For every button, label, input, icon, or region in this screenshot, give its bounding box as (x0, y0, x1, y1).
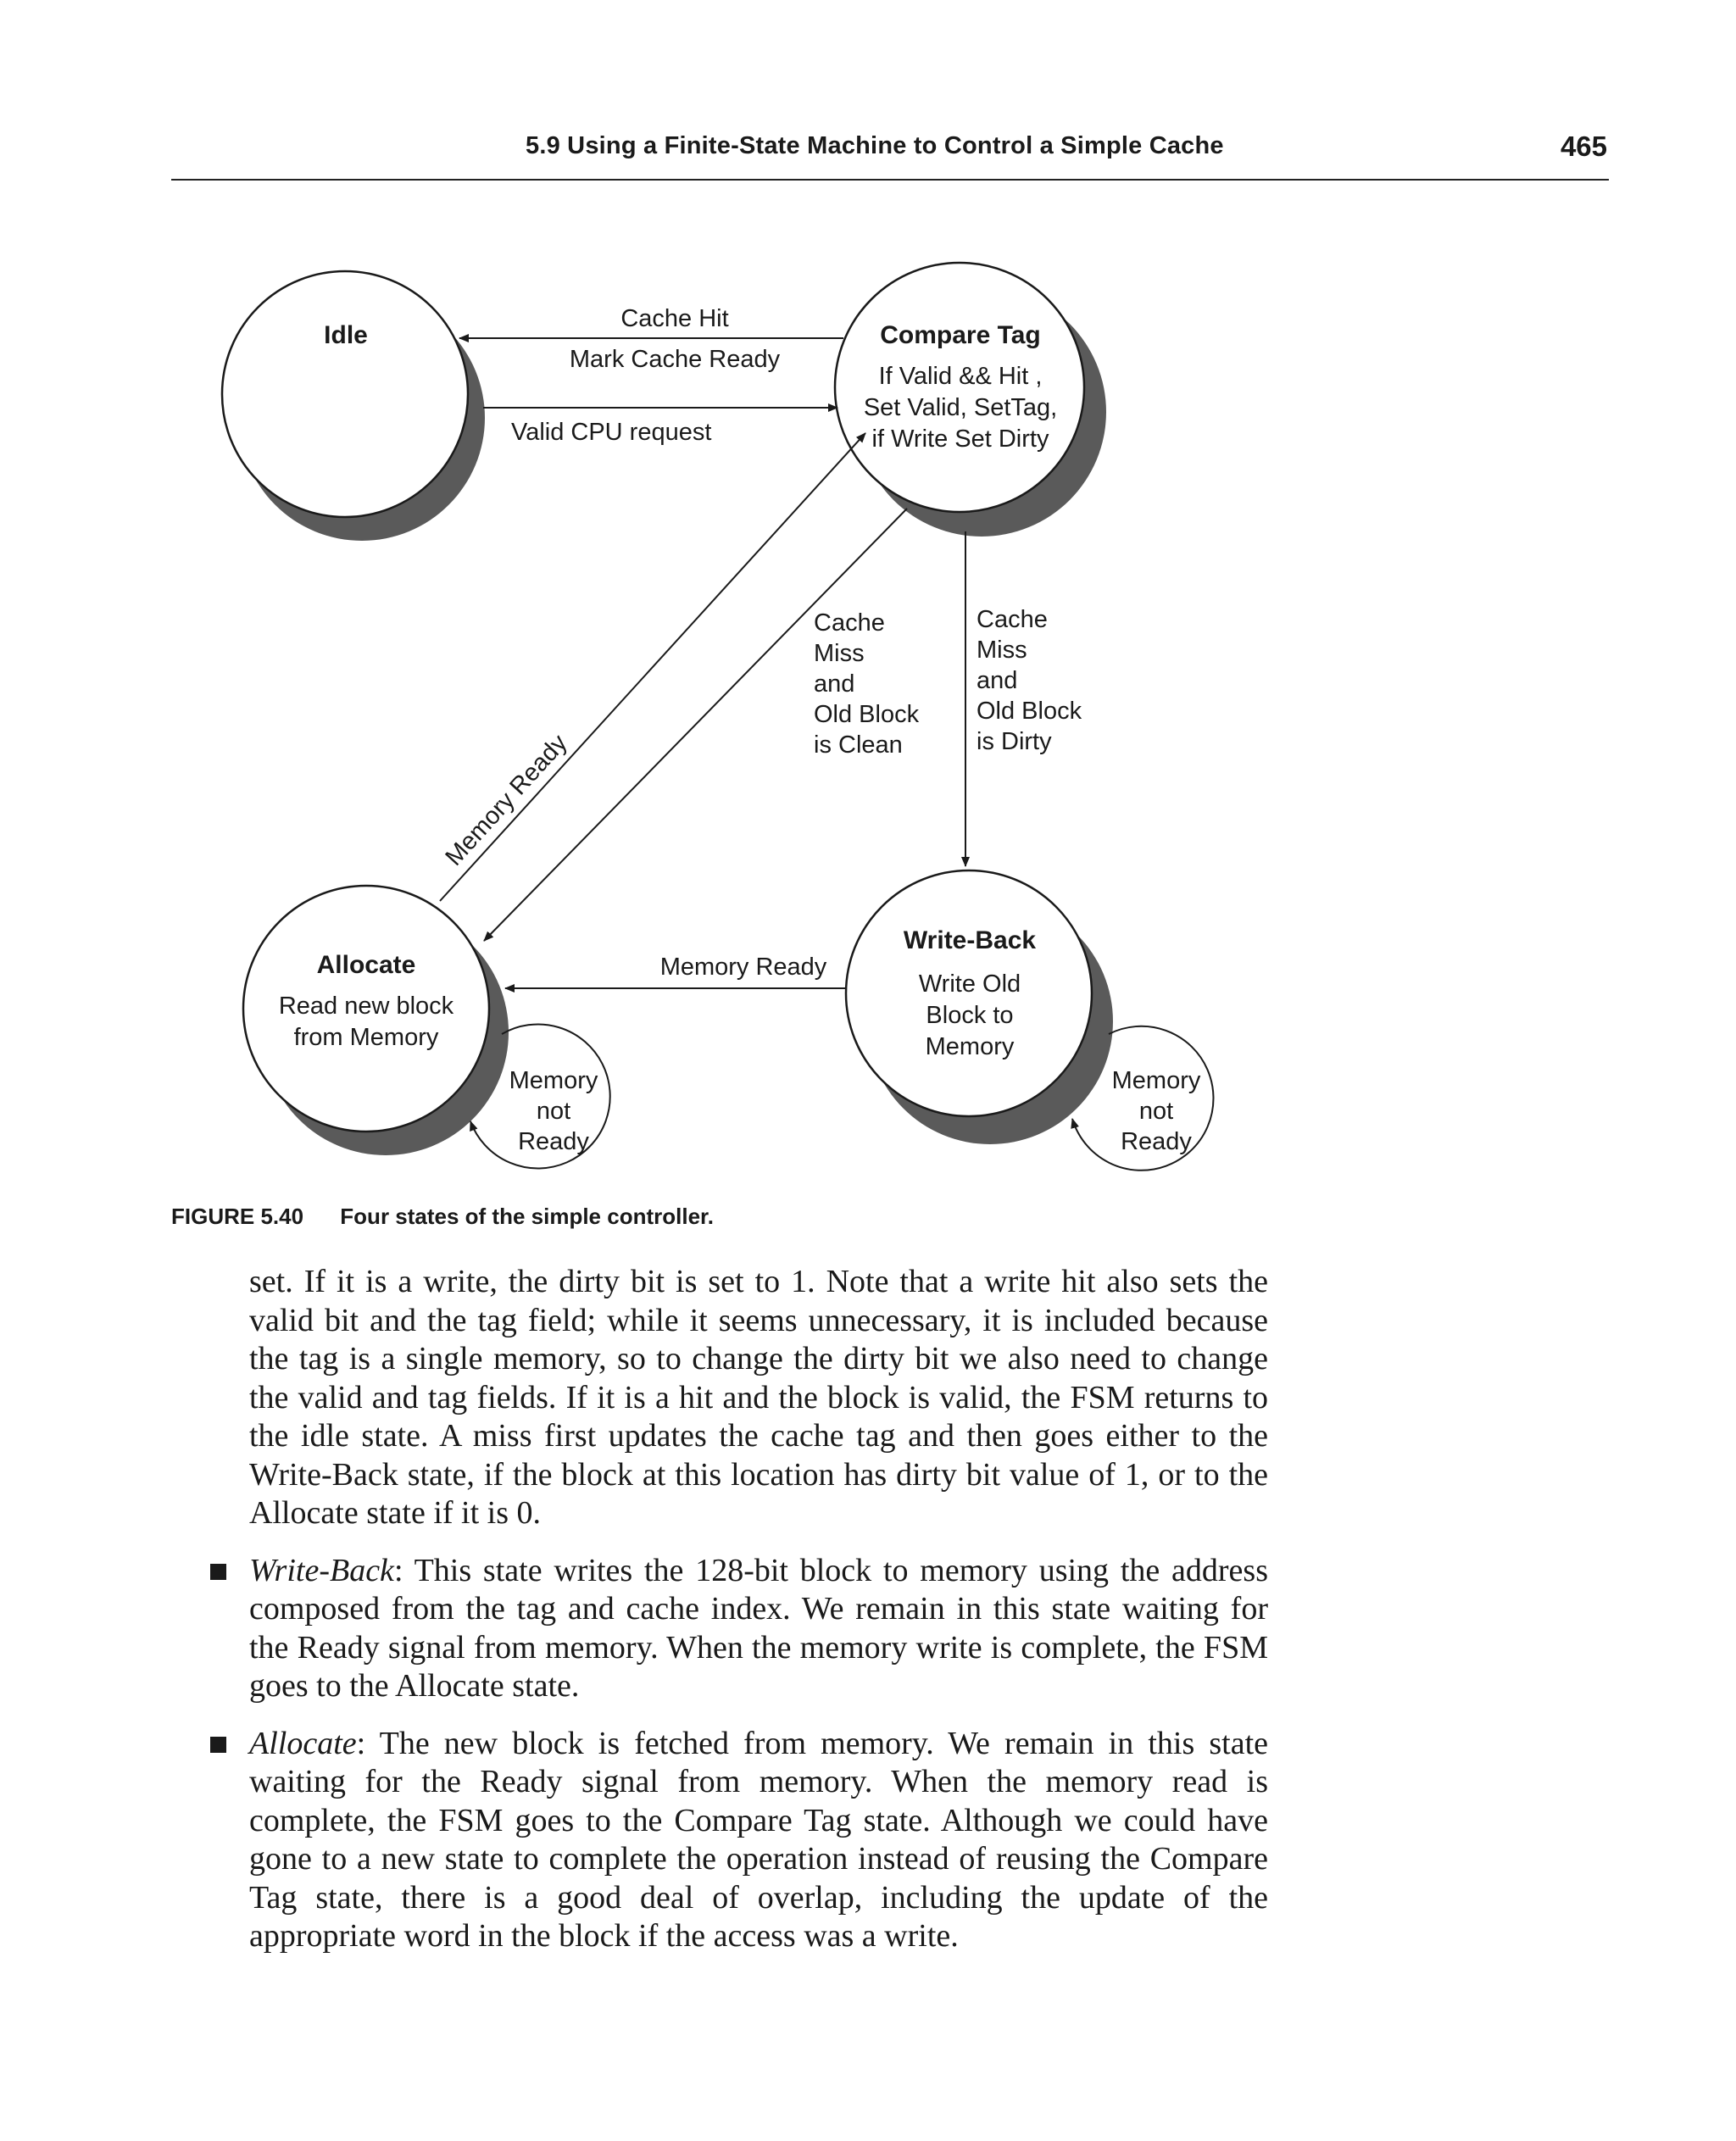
edge-label: Valid CPU request (511, 419, 712, 446)
edge-label: and (814, 670, 855, 698)
edge-label: Miss (976, 637, 1027, 664)
edge-label: Miss (814, 640, 865, 667)
bullet-square-icon (210, 1564, 226, 1580)
figure-label: FIGURE 5.40 (171, 1204, 304, 1229)
edge-label: and (976, 667, 1018, 694)
state-title: Compare Tag (880, 321, 1041, 349)
edge-label: Cache Hit (620, 305, 729, 332)
state-line: If Valid && Hit , (878, 363, 1043, 390)
state-line: Block to (926, 1002, 1014, 1029)
figure-caption (171, 1204, 714, 1230)
edge-memory-ready-diagonal (440, 433, 865, 901)
edge-miss-clean (484, 509, 920, 941)
edge-label: not (536, 1098, 571, 1125)
edge-memory-ready-horizontal (505, 954, 845, 988)
edge-label: Cache (814, 609, 885, 637)
bullet-term: Allocate (249, 1725, 357, 1761)
edge-label: is Dirty (976, 728, 1052, 755)
state-compare-tag (835, 263, 1106, 537)
figure-caption-text: Four states of the simple controller. (340, 1204, 714, 1229)
state-title: Idle (324, 321, 368, 349)
state-line: from Memory (293, 1024, 439, 1051)
edge-valid-cpu-request (483, 408, 837, 446)
page-number: 465 (1560, 131, 1607, 162)
edge-label: Ready (1121, 1128, 1192, 1155)
edge-label: Mark Cache Ready (569, 346, 781, 373)
bullet-write-back (249, 1552, 1268, 1706)
edge-cache-hit (459, 305, 843, 373)
state-line: Memory (925, 1033, 1015, 1060)
bullet-allocate (249, 1725, 1268, 1956)
edge-label: Memory Ready (440, 729, 573, 871)
bullet-text: : The new block is fetched from memory. We remain in this state waiting for the Ready signal from memory. When the memory read is complete, the FSM goes to the Compare Tag state. Although we could have gone to a new state to complete the operation instead of reusing the Compare Tag state, there is a good deal of overlap, including the update of the appropriate word in the block if the access was a write. (249, 1725, 1268, 1954)
state-line: Read new block (278, 993, 454, 1020)
state-title: Write-Back (903, 926, 1037, 954)
state-line: Set Valid, SetTag, (863, 394, 1058, 421)
edge-label: Memory (1111, 1067, 1201, 1094)
state-line: Write Old (918, 970, 1021, 998)
edge-label: is Clean (814, 731, 903, 759)
paragraph: set. If it is a write, the dirty bit is set to 1. Note that a write hit also sets the valid bit and the tag field; while it seems unnecessary, it is included because the tag is a single memory, so to change the dirty bit we also need to change the valid and tag fields. If it is a hit and the block is valid, the FSM returns to the idle state. A miss first updates the cache tag and then goes either to the Write-Back state, if the block at this location has dirty bit value of 1, or to the Allocate state if it is 0. (249, 1264, 1268, 1531)
body-text (249, 1263, 1268, 1956)
state-line: if Write Set Dirty (871, 425, 1049, 453)
bullet-text: : This state writes the 128-bit block to memory using the address composed from the tag and cache index. We remain in this state waiting for the Ready signal from memory. When the memory write is complete, the FSM goes to the Allocate state. (249, 1552, 1268, 1704)
edge-label: Old Block (814, 701, 920, 728)
bullet-square-icon (210, 1737, 226, 1753)
state-allocate (243, 886, 509, 1155)
edge-label: Memory Ready (659, 954, 827, 981)
edge-miss-dirty (965, 531, 1082, 866)
edge-label: Cache (976, 606, 1048, 633)
edge-label: Old Block (976, 698, 1082, 725)
edge-label: Ready (518, 1128, 589, 1155)
edge-label: not (1138, 1098, 1174, 1125)
edge-label: Memory (509, 1067, 598, 1094)
edge-line (440, 433, 865, 901)
state-circle (222, 271, 468, 517)
state-write-back (846, 870, 1113, 1144)
bullet-term: Write-Back (249, 1552, 394, 1588)
running-header: 5.9 Using a Finite-State Machine to Control a Simple Cache (526, 132, 1224, 159)
state-idle (222, 271, 485, 541)
state-title: Allocate (316, 951, 416, 979)
